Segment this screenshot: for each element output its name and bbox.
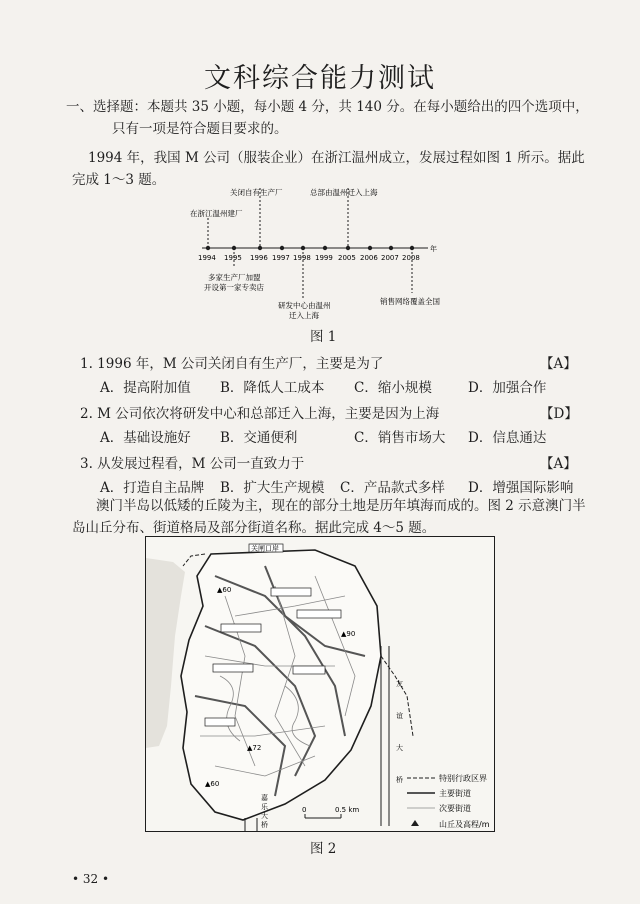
tick-2007 bbox=[389, 246, 393, 250]
event-sales-network: 销售网络覆盖全国 bbox=[380, 297, 440, 306]
tick-1995 bbox=[232, 246, 236, 250]
q1-option-a: A．提高附加值 bbox=[100, 380, 191, 396]
q2-option-c: C．销售市场大 bbox=[354, 430, 446, 446]
legend-boundary-label: 特别行政区界 bbox=[439, 774, 487, 783]
q2-option-a: A．基础设施好 bbox=[100, 430, 191, 446]
intro2-line1: 澳门半岛以低矮的丘陵为主，现在的部分土地是历年填海而成的。图 2 示意澳门半 bbox=[96, 498, 586, 514]
year-label: 2007 bbox=[381, 254, 399, 262]
street-box bbox=[297, 610, 341, 618]
question-3-answer: 【A】 bbox=[540, 456, 577, 472]
hill-marker: ▲72 bbox=[247, 744, 262, 752]
bridge-label-char: 桥 bbox=[396, 776, 403, 784]
south-bridge-label-char: 桥 bbox=[261, 821, 268, 829]
legend-main-street-label: 主要街道 bbox=[439, 789, 471, 798]
legend-hill-label: 山丘及高程/m bbox=[439, 820, 490, 829]
year-label: 1996 bbox=[250, 254, 268, 262]
bridge-label-char: 大 bbox=[396, 744, 403, 752]
q2-option-b: B．交通便利 bbox=[220, 430, 298, 446]
event-build-factory: 在浙江温州建厂 bbox=[190, 209, 243, 218]
street-box bbox=[205, 718, 235, 726]
question-2-stem: 2. M 公司依次将研发中心和总部迁入上海，主要是因为上海 bbox=[80, 406, 440, 422]
figure2-caption: 图 2 bbox=[310, 841, 337, 857]
legend-minor-street-label: 次要街道 bbox=[439, 804, 471, 813]
street-box bbox=[213, 664, 253, 672]
figure1-caption: 图 1 bbox=[310, 329, 337, 345]
q3-option-b: B．扩大生产规模 bbox=[220, 480, 325, 496]
south-bridge-label-char: 大 bbox=[261, 812, 268, 820]
barrier-gate-label: 关闸口岸 bbox=[251, 544, 279, 553]
question-1-stem: 1. 1996 年，M 公司关闭自有生产厂，主要是为了 bbox=[80, 356, 384, 372]
scale-zero: 0 bbox=[302, 806, 307, 814]
street-box bbox=[271, 588, 311, 596]
year-label: 2008 bbox=[402, 254, 420, 262]
event-franchise-line1: 多家生产厂加盟 bbox=[208, 273, 261, 282]
tick-1999 bbox=[323, 246, 327, 250]
q1-option-d: D．加强合作 bbox=[468, 380, 547, 396]
page-title: 文科综合能力测试 bbox=[204, 63, 436, 94]
hill-marker: ▲60 bbox=[217, 586, 232, 594]
year-label: 1999 bbox=[315, 254, 333, 262]
event-hq-move: 总部由温州迁入上海 bbox=[310, 188, 378, 197]
tick-1994 bbox=[206, 246, 210, 250]
q2-option-d: D．信息通达 bbox=[468, 430, 547, 446]
year-label: 2006 bbox=[360, 254, 378, 262]
section-instruction-line1: 一、选择题：本题共 35 小题，每小题 4 分，共 140 分。在每小题给出的四个选项中， bbox=[66, 99, 589, 115]
q3-option-a: A．打造自主品牌 bbox=[100, 480, 205, 496]
year-unit: 年 bbox=[430, 245, 437, 253]
timeline-figure bbox=[190, 188, 450, 320]
question-3-stem: 3. 从发展过程看，M 公司一直致力于 bbox=[80, 456, 305, 472]
q3-option-c: C．产品款式多样 bbox=[340, 480, 445, 496]
question-1-answer: 【A】 bbox=[540, 356, 577, 372]
event-close-factory: 关闭自有生产厂 bbox=[230, 188, 283, 197]
tick-1996 bbox=[258, 246, 262, 250]
street-box bbox=[221, 624, 261, 632]
tick-1998 bbox=[301, 246, 305, 250]
hill-marker: ▲90 bbox=[341, 630, 356, 638]
tick-2008 bbox=[410, 246, 414, 250]
south-bridge-label-char: 嘉 bbox=[261, 794, 268, 802]
tick-1997 bbox=[280, 246, 284, 250]
event-rd-move-line1: 研发中心由温州 bbox=[278, 301, 331, 310]
q3-option-d: D．增强国际影响 bbox=[468, 480, 574, 496]
year-label: 1998 bbox=[293, 254, 311, 262]
scale-km: 0.5 km bbox=[335, 806, 360, 814]
bridge-label-char: 友 bbox=[396, 680, 403, 688]
intro2-line2: 岛山丘分布、街道格局及部分街道名称。据此完成 4～5 题。 bbox=[72, 520, 436, 536]
tick-2005 bbox=[346, 246, 350, 250]
q1-option-b: B．降低人工成本 bbox=[220, 380, 325, 396]
intro1-line1: 1994 年，我国 M 公司（服装企业）在浙江温州成立，发展过程如图 1 所示。据此 bbox=[88, 150, 585, 166]
macau-map-figure bbox=[145, 536, 495, 832]
q1-option-c: C．缩小规模 bbox=[354, 380, 432, 396]
year-label: 1997 bbox=[272, 254, 290, 262]
section-instruction-line2: 只有一项是符合题目要求的。 bbox=[112, 121, 288, 137]
year-label: 2005 bbox=[338, 254, 356, 262]
intro1-line2: 完成 1～3 题。 bbox=[72, 172, 166, 188]
hill-marker: ▲60 bbox=[205, 780, 220, 788]
tick-2006 bbox=[368, 246, 372, 250]
year-label: 1994 bbox=[198, 254, 216, 262]
year-label: 1995 bbox=[224, 254, 242, 262]
event-franchise-line2: 开设第一家专卖店 bbox=[204, 283, 264, 292]
page-number: • 32 • bbox=[72, 872, 110, 886]
event-rd-move-line2: 迁入上海 bbox=[289, 311, 319, 320]
bridge-label-char: 谊 bbox=[396, 712, 403, 720]
south-bridge-label-char: 乐 bbox=[261, 803, 268, 811]
question-2-answer: 【D】 bbox=[540, 406, 578, 422]
street-box bbox=[293, 666, 325, 674]
